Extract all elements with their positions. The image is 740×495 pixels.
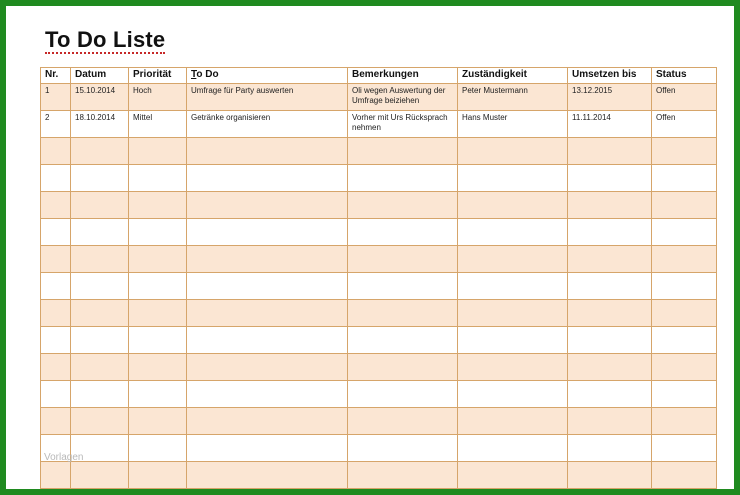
table-cell[interactable] [71, 246, 129, 273]
table-cell[interactable] [458, 354, 568, 381]
table-cell[interactable] [348, 354, 458, 381]
table-body [41, 84, 717, 489]
table-cell[interactable] [187, 462, 348, 489]
table-cell[interactable] [568, 327, 652, 354]
table-cell[interactable] [41, 300, 71, 327]
header-prioritaet: Priorität [129, 68, 187, 84]
table-cell[interactable] [348, 165, 458, 192]
table-row [41, 354, 717, 381]
table-cell[interactable]: 18.10.2014 [71, 111, 129, 138]
table-cell[interactable] [568, 354, 652, 381]
table-cell[interactable]: 1 [41, 84, 71, 111]
table-cell[interactable] [568, 165, 652, 192]
table-cell[interactable] [187, 165, 348, 192]
todo-table [40, 67, 717, 489]
header-umsetzen-bis: Umsetzen bis [568, 68, 652, 84]
table-cell[interactable] [41, 408, 71, 435]
table-cell[interactable] [129, 273, 187, 300]
table-cell[interactable] [348, 462, 458, 489]
table-cell[interactable] [129, 246, 187, 273]
table-cell[interactable] [458, 462, 568, 489]
table-cell[interactable] [348, 273, 458, 300]
table-cell[interactable]: 2 [41, 111, 71, 138]
table-cell[interactable] [187, 408, 348, 435]
table-cell[interactable] [348, 381, 458, 408]
table-cell[interactable] [129, 192, 187, 219]
table-row [41, 273, 717, 300]
table-row [41, 165, 717, 192]
table-cell[interactable] [652, 273, 717, 300]
table-cell[interactable]: Hans Muster [458, 111, 568, 138]
table-row [41, 300, 717, 327]
table-cell[interactable] [568, 138, 652, 165]
table-cell[interactable] [652, 435, 717, 462]
table-row [41, 192, 717, 219]
table-row [41, 435, 717, 462]
table-cell[interactable] [187, 327, 348, 354]
table-row [41, 381, 717, 408]
table-cell[interactable] [348, 327, 458, 354]
table-cell[interactable] [129, 165, 187, 192]
footer-watermark: Vorlagen [44, 452, 84, 463]
table-cell[interactable] [129, 435, 187, 462]
table-cell[interactable] [41, 165, 71, 192]
table-cell[interactable] [129, 300, 187, 327]
table-cell[interactable] [652, 462, 717, 489]
table-cell[interactable] [348, 192, 458, 219]
header-datum: Datum [71, 68, 129, 84]
table-cell[interactable] [41, 138, 71, 165]
table-cell[interactable] [652, 354, 717, 381]
header-zustaendigkeit: Zuständigkeit [458, 68, 568, 84]
header-status: Status [652, 68, 717, 84]
table-cell[interactable] [187, 435, 348, 462]
table-cell[interactable] [187, 246, 348, 273]
table-cell[interactable] [652, 219, 717, 246]
table-cell[interactable]: Vorher mit Urs Rücksprach nehmen [348, 111, 458, 138]
table-cell[interactable] [652, 246, 717, 273]
table-cell[interactable] [41, 192, 71, 219]
table-cell[interactable] [458, 246, 568, 273]
table-row [41, 84, 717, 111]
table-cell[interactable] [187, 192, 348, 219]
table-cell[interactable] [568, 300, 652, 327]
table-cell[interactable] [41, 273, 71, 300]
table-cell[interactable] [41, 327, 71, 354]
table-cell[interactable] [187, 219, 348, 246]
table-cell[interactable] [129, 408, 187, 435]
table-cell[interactable] [458, 435, 568, 462]
table-cell[interactable]: Mittel [129, 111, 187, 138]
table-cell[interactable] [71, 273, 129, 300]
table-cell[interactable] [129, 462, 187, 489]
table-cell[interactable]: 15.10.2014 [71, 84, 129, 111]
table-cell[interactable] [71, 408, 129, 435]
table-header-row [41, 68, 717, 84]
table-cell[interactable] [129, 327, 187, 354]
table-cell[interactable] [71, 165, 129, 192]
table-cell[interactable] [652, 381, 717, 408]
table-cell[interactable] [348, 435, 458, 462]
table-cell[interactable] [652, 408, 717, 435]
table-row [41, 138, 717, 165]
table-cell[interactable] [652, 300, 717, 327]
table-cell[interactable] [652, 327, 717, 354]
table-cell[interactable] [187, 300, 348, 327]
table-cell[interactable] [187, 138, 348, 165]
table-cell[interactable] [458, 408, 568, 435]
table-cell[interactable] [129, 381, 187, 408]
table-cell[interactable] [71, 462, 129, 489]
table-cell[interactable] [458, 192, 568, 219]
table-cell[interactable]: Peter Mustermann [458, 84, 568, 111]
table-cell[interactable] [458, 219, 568, 246]
table-cell[interactable] [41, 219, 71, 246]
table-cell[interactable] [41, 354, 71, 381]
table-cell[interactable] [568, 381, 652, 408]
table-cell[interactable] [458, 381, 568, 408]
table-cell[interactable] [129, 219, 187, 246]
table-cell[interactable] [348, 219, 458, 246]
header-nr: Nr. [41, 68, 71, 84]
table-cell[interactable] [568, 192, 652, 219]
table-cell[interactable] [568, 246, 652, 273]
table-cell[interactable] [348, 246, 458, 273]
table-cell[interactable] [568, 408, 652, 435]
table-cell[interactable] [458, 327, 568, 354]
table-cell[interactable] [187, 273, 348, 300]
table-cell[interactable] [129, 354, 187, 381]
table-cell[interactable] [41, 462, 71, 489]
table-cell[interactable] [71, 381, 129, 408]
table-cell[interactable] [71, 327, 129, 354]
header-bemerkungen: Bemerkungen [348, 68, 458, 84]
table-cell[interactable] [458, 138, 568, 165]
table-cell[interactable] [71, 300, 129, 327]
table-cell[interactable] [568, 462, 652, 489]
table-cell[interactable] [652, 165, 717, 192]
table-cell[interactable]: Offen [652, 84, 717, 111]
table-cell[interactable] [568, 273, 652, 300]
table-cell[interactable] [71, 138, 129, 165]
header-todo: To Do [187, 68, 348, 84]
table-cell[interactable]: Offen [652, 111, 717, 138]
table-cell[interactable] [187, 381, 348, 408]
table-cell[interactable] [348, 300, 458, 327]
table-cell[interactable]: Oli wegen Auswertung der Umfrage beiziehen [348, 84, 458, 111]
table-cell[interactable]: 11.11.2014 [568, 111, 652, 138]
table-cell[interactable] [458, 300, 568, 327]
table-row [41, 327, 717, 354]
table-row [41, 219, 717, 246]
document-title: To Do Liste [45, 27, 166, 52]
table-row [41, 246, 717, 273]
table-cell[interactable] [652, 138, 717, 165]
table-cell[interactable] [71, 219, 129, 246]
table-row [41, 111, 717, 138]
table-cell[interactable] [458, 165, 568, 192]
table-cell[interactable] [129, 138, 187, 165]
table-cell[interactable] [41, 246, 71, 273]
table-cell[interactable] [187, 354, 348, 381]
table-row [41, 462, 717, 489]
table-cell[interactable] [71, 354, 129, 381]
table-cell[interactable] [348, 408, 458, 435]
table-cell[interactable] [568, 219, 652, 246]
table-cell[interactable]: Getränke organisieren [187, 111, 348, 138]
table-cell[interactable] [348, 138, 458, 165]
table-cell[interactable]: Umfrage für Party auswerten [187, 84, 348, 111]
table-cell[interactable] [568, 435, 652, 462]
table-cell[interactable] [652, 192, 717, 219]
table-cell[interactable]: 13.12.2015 [568, 84, 652, 111]
table-cell[interactable] [71, 192, 129, 219]
table-row [41, 408, 717, 435]
table-cell[interactable] [458, 273, 568, 300]
table-cell[interactable] [41, 381, 71, 408]
table-cell[interactable]: Hoch [129, 84, 187, 111]
